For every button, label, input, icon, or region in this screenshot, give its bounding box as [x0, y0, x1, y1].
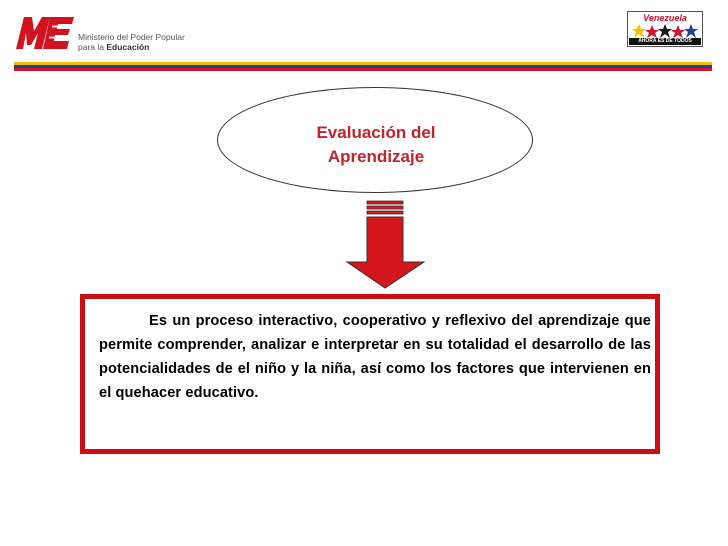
ministry-name — [78, 32, 185, 52]
down-arrow-icon — [345, 200, 427, 290]
diagram-title-line1: Evaluación del — [316, 123, 436, 142]
badge-title: Venezuela — [643, 13, 687, 23]
ministry-line2-prefix: para la — [78, 42, 104, 52]
ministry-line1: Ministerio del Poder Popular — [78, 32, 185, 42]
diagram-title-line2: Aprendizaje — [327, 147, 425, 166]
stripe-red — [14, 68, 712, 71]
ministry-line2 — [78, 42, 185, 52]
diagram-title — [290, 121, 462, 169]
ministry-line2-bold: Educación — [106, 42, 150, 52]
badge-tagline: AHORA ES DE TODOS — [629, 38, 701, 45]
ministry-logo — [14, 13, 204, 57]
me-logo-mark — [14, 13, 76, 51]
venezuela-badge — [627, 11, 703, 47]
definition-text: Es un proceso interactivo, cooperativo y reflexivo del aprendizaje que permite comprender, analizar e interpretar en su totalidad el desarrollo de las potencialidades de el niño y la niña, así como los factores que intervienen en el quehacer educativo. — [99, 313, 651, 401]
stars-icon — [630, 23, 700, 39]
